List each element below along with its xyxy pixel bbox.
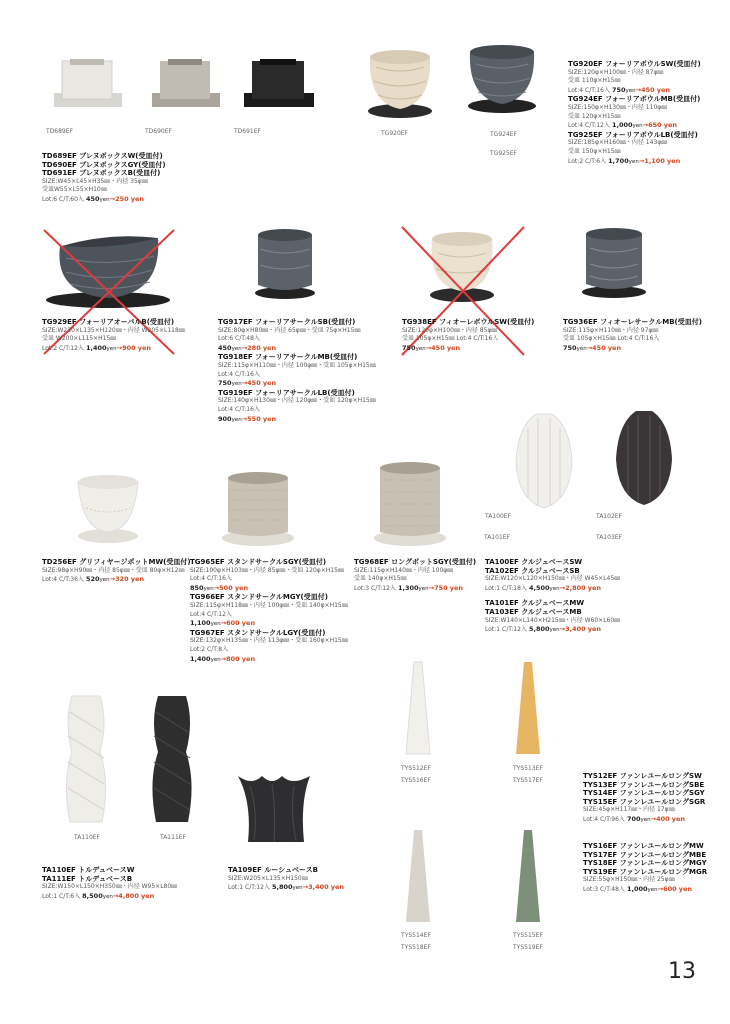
ta110-title: TA110EF トルデュベースW xyxy=(42,866,135,874)
yen-label: yen xyxy=(628,158,639,165)
td-old-price: 450 xyxy=(85,194,100,203)
tg968-title: TG968EF ロングポットSGY(受皿付) xyxy=(354,558,477,566)
arrow: → xyxy=(112,891,119,900)
yen-label: yen xyxy=(625,87,636,94)
tg917-circle-pot-image xyxy=(250,225,320,305)
tg938-saucer: 受皿 105φ×H15㎜ Lot:4 C/T:16入 xyxy=(402,335,499,343)
tys-medium-size: SIZE:55φ×H150㎜・内径 25φ㎜ xyxy=(583,876,675,884)
arrow: → xyxy=(116,343,123,352)
arrow: → xyxy=(559,583,566,592)
yen-label: yen xyxy=(130,575,145,584)
ta109-spec-block xyxy=(228,866,344,893)
tg925-old-price: 1,700 xyxy=(608,156,629,165)
tg925-title: TG925EF フォーリアボウルLB(受皿付) xyxy=(568,130,698,139)
yen-label: yen xyxy=(576,345,587,352)
tg924-title: TG924EF フォーリアボウルMB(受皿付) xyxy=(568,95,701,104)
arrow: → xyxy=(302,883,309,892)
td691-black-box-image xyxy=(240,55,320,115)
tg920-cream-bowl-image xyxy=(364,45,436,123)
tg918-new-price: 450 xyxy=(247,379,261,388)
ta109-old-price: 5,800 xyxy=(271,883,293,892)
tg965-title: TG965EF スタンドサークルSGY(受皿付) xyxy=(190,558,327,566)
td689-spec-block xyxy=(42,152,166,205)
tg938-old-price: 750 xyxy=(402,343,416,352)
arrow: → xyxy=(657,884,664,893)
td256-old-price: 520 xyxy=(85,575,100,584)
tg919-new-price: 550 xyxy=(247,414,261,423)
yen-label: yen xyxy=(231,416,242,423)
yen-label: yen xyxy=(231,381,242,388)
ta109-lot: Lot:1 C/T:12入 xyxy=(228,884,270,892)
tg936-size: SIZE:115φ×H110㎜・内径 97φ㎜ xyxy=(563,326,659,334)
caption-tys518: TYS518EF xyxy=(401,944,431,951)
tg917-title: TG917EF フォーリアサークルSB(受皿付) xyxy=(218,318,356,326)
td256-new-price: 320 xyxy=(115,575,129,584)
td-saucer: 受皿W55×L55×H10㎜ xyxy=(42,186,107,194)
yen-label: yen xyxy=(106,345,117,352)
tg929-spec-block xyxy=(42,318,185,353)
td256-spec-block xyxy=(42,558,191,585)
ta100-size: SIZE:W120×L120×H150㎜・内径 W45×L45㎜ xyxy=(485,575,621,583)
ta109-ruche-vase-image xyxy=(232,772,318,848)
tg929-saucer: 受皿 W200×L115×H15㎜ xyxy=(42,335,117,343)
tg938-new-price: 450 xyxy=(431,343,445,352)
ta100-title: TA100EF クルジュベースSW xyxy=(485,558,583,566)
tg929-lot: Lot:2 C/T:12入 xyxy=(42,344,84,352)
yen-label: yen xyxy=(415,345,426,352)
yen-label: yen xyxy=(632,123,643,130)
tys18-title: TYS18EF ファンレユールロングMGY xyxy=(583,859,707,868)
tys14-title: TYS14EF ファンレユールロングSGY xyxy=(583,789,705,798)
caption-ta100: TA100EF xyxy=(485,513,511,520)
yen-label: yen xyxy=(262,414,277,423)
tg925-new-price: 1,100 xyxy=(644,156,665,165)
ta109-size: SIZE:W205×L135×H150㎜ xyxy=(228,874,308,882)
tys16-title: TYS16EF ファンレユールロングMW xyxy=(583,842,704,850)
ta110-white-twist-vase-image xyxy=(60,692,112,828)
tg918-lot: Lot:4 C/T:16入 xyxy=(218,370,260,378)
arrow: → xyxy=(650,814,657,823)
ta111-black-twist-vase-image xyxy=(146,692,198,828)
td256-size: SIZE:98φ×H90㎜・内径 85φ㎜・受皿 80φ×H12㎜ xyxy=(42,566,185,574)
yen-label: yen xyxy=(666,156,681,165)
caption-td690: TD690EF xyxy=(145,128,172,135)
tg920-lot: Lot:4 C/T:16入 xyxy=(568,86,610,94)
yen-label: yen xyxy=(203,585,214,592)
tg965-size: SIZE:100φ×H103㎜・内径 85φ㎜・受皿 120φ×H15㎜ xyxy=(190,566,344,574)
caption-tys519: TYS519EF xyxy=(513,944,543,951)
caption-tys514: TYS514EF xyxy=(401,932,431,939)
yen-label: yen xyxy=(210,656,221,663)
tys-medium-old-price: 1,000 xyxy=(626,884,648,893)
tys15-title: TYS15EF ファンレユールロングSGR xyxy=(583,797,706,806)
yen-label: yen xyxy=(210,621,221,628)
caption-ta103: TA103EF xyxy=(596,534,622,541)
arrow: → xyxy=(428,583,435,592)
tg924-dark-bowl-image xyxy=(466,42,538,120)
tys19-title: TYS19EF ファンレユールロングMGR xyxy=(583,867,708,876)
tg924-old-price: 1,000 xyxy=(611,121,633,130)
tg924-lot: Lot:4 C/T:12入 xyxy=(568,122,610,130)
yen-label: yen xyxy=(449,583,464,592)
ta111-title: TA111EF トルデュベースB xyxy=(42,874,133,883)
ta102-black-vase-image xyxy=(608,405,680,509)
td690-title: TD690EF プレヌボックスGY(受皿付) xyxy=(42,160,166,169)
tg936-spec-block xyxy=(563,318,702,353)
tg967-new-price: 800 xyxy=(226,654,240,663)
tg938-title: TG938EF フィオーレボウルSW(受皿付) xyxy=(402,318,535,326)
tg929-new-price: 900 xyxy=(122,343,136,352)
arrow: → xyxy=(109,575,116,584)
tg936-old-price: 750 xyxy=(563,343,577,352)
tg968-saucer: 受皿 140φ×H15㎜ xyxy=(354,575,407,583)
yen-label: yen xyxy=(549,627,560,634)
page-number: 13 xyxy=(668,959,696,984)
arrow: → xyxy=(241,343,248,352)
tg918-old-price: 750 xyxy=(218,379,232,388)
arrow: → xyxy=(635,85,642,94)
arrow: → xyxy=(241,414,248,423)
tg966-old-price: 1,100 xyxy=(190,619,211,628)
ta100-lot: Lot:1 C/T:18入 xyxy=(485,584,527,592)
arrow: → xyxy=(586,343,593,352)
td-size: SIZE:W45×L45×H35㎜・内径 35φ㎜ xyxy=(42,177,148,185)
tg967-old-price: 1,400 xyxy=(190,654,211,663)
yen-label: yen xyxy=(640,816,651,823)
tg929-size: SIZE:W230×L135×H120㎜・内径 W205×L118㎜ xyxy=(42,326,185,334)
tg967-size: SIZE:132φ×H135㎜・内径 113φ㎜・受皿 160φ×H15㎜ xyxy=(190,637,348,645)
tg919-old-price: 900 xyxy=(218,414,232,423)
tg938-spec-block xyxy=(402,318,534,353)
tg920-title: TG920EF フォーリアボウルSW(受皿付) xyxy=(568,60,701,68)
tg965-spec-block xyxy=(190,558,348,664)
tys-medium-new-price: 600 xyxy=(663,884,677,893)
tg965-stand-circle-image xyxy=(218,468,300,550)
yen-label: yen xyxy=(587,625,602,634)
tg938-size: SIZE:120φ×H100㎜・内径 85φ㎜ xyxy=(402,326,498,334)
arrow: → xyxy=(559,625,566,634)
yen-label: yen xyxy=(99,196,110,203)
caption-ta102: TA102EF xyxy=(596,513,622,520)
caption-td691: TD691EF xyxy=(234,128,261,135)
td256-lot: Lot:4 C/T:36入 xyxy=(42,576,84,584)
tg936-new-price: 450 xyxy=(592,343,606,352)
ta103-title: TA103EF クルジュベースMB xyxy=(485,607,582,616)
tys-small-spec-block xyxy=(583,772,705,825)
caption-tys517: TYS517EF xyxy=(513,777,543,784)
arrow: → xyxy=(241,379,248,388)
caption-ta110: TA110EF xyxy=(74,834,100,841)
tg966-size: SIZE:115φ×H118㎜・内径 100φ㎜・受皿 140φ×H15㎜ xyxy=(190,601,348,609)
tg920-spec-block xyxy=(568,60,701,166)
tys512-white-vase-image xyxy=(398,658,438,758)
tg936-saucer: 受皿 105φ×H15㎜ Lot:4 C/T:16入 xyxy=(563,335,660,343)
arrow: → xyxy=(220,654,227,663)
td256-title: TD256EF グリフィヤージポットMW(受皿付) xyxy=(42,558,191,566)
arrow: → xyxy=(213,583,220,592)
yen-label: yen xyxy=(262,379,277,388)
yen-label: yen xyxy=(656,85,671,94)
yen-label: yen xyxy=(137,343,152,352)
tys-medium-lot: Lot:3 C/T:48入 xyxy=(583,885,625,893)
tg925-saucer: 受皿 150φ×H15㎜ xyxy=(568,147,621,155)
tg967-title: TG967EF スタンドサークルLGY(受皿付) xyxy=(190,628,326,637)
tg917-lot: Lot:6 C/T:48入 xyxy=(218,335,260,343)
tg965-new-price: 500 xyxy=(219,583,233,592)
tg968-spec-block xyxy=(354,558,476,593)
tys17-title: TYS17EF ファンレユールロングMBE xyxy=(583,850,707,859)
yen-label: yen xyxy=(231,345,242,352)
td689-title: TD689EF プレヌボックスW(受皿付) xyxy=(42,152,163,160)
tg918-title: TG918EF フォーリアサークルMB(受皿付) xyxy=(218,353,358,362)
arrow: → xyxy=(638,156,645,165)
arrow: → xyxy=(220,619,227,628)
tys13-title: TYS13EF ファンレユールロングSBE xyxy=(583,780,705,789)
yen-label: yen xyxy=(241,654,256,663)
tg965-old-price: 850 xyxy=(190,583,204,592)
tg966-title: TG966EF スタンドサークルMGY(受皿付) xyxy=(190,593,328,602)
ta101-lot: Lot:1 C/T:12入 xyxy=(485,626,527,634)
yen-label: yen xyxy=(234,583,249,592)
tg924-new-price: 650 xyxy=(648,121,662,130)
ta100-spec-block xyxy=(485,558,620,635)
yen-label: yen xyxy=(241,619,256,628)
tys514-grey-vase-image xyxy=(398,826,438,926)
ta110-size: SIZE:W150×L150×H350㎜・内径 W95×L80㎜ xyxy=(42,883,178,891)
tg918-size: SIZE:115φ×H110㎜・内径 100φ㎜・受皿 105φ×H15㎜ xyxy=(218,361,376,369)
ta101-size: SIZE:W140×L140×H215㎜・内径 W60×L60㎜ xyxy=(485,616,621,624)
tg919-size: SIZE:140φ×H130㎜・内径 120φ㎜・受皿 120φ×H15㎜ xyxy=(218,397,376,405)
arrow: → xyxy=(425,343,432,352)
arrow: → xyxy=(642,121,649,130)
tys12-title: TYS12EF ファンレユールロングSW xyxy=(583,772,702,780)
yen-label: yen xyxy=(671,814,686,823)
ta100-white-vase-image xyxy=(508,408,580,512)
yen-label: yen xyxy=(418,585,429,592)
tg919-lot: Lot:4 C/T:16入 xyxy=(218,405,260,413)
yen-label: yen xyxy=(292,885,303,892)
tg967-lot: Lot:2 C/T:8入 xyxy=(190,645,229,653)
td690-grey-box-image xyxy=(146,55,226,115)
tys-small-old-price: 700 xyxy=(626,814,641,823)
ta109-title: TA109EF ルーシュベースB xyxy=(228,866,318,874)
yen-label: yen xyxy=(587,583,602,592)
caption-tys516: TYS516EF xyxy=(401,777,431,784)
yen-label: yen xyxy=(262,343,277,352)
yen-label: yen xyxy=(549,585,560,592)
yen-label: yen xyxy=(446,343,461,352)
tys-medium-spec-block xyxy=(583,842,707,895)
caption-ta111: TA111EF xyxy=(160,834,186,841)
tg917-old-price: 450 xyxy=(218,343,232,352)
tg968-old-price: 1,300 xyxy=(397,583,419,592)
ta109-new-price: 3,400 xyxy=(308,883,329,892)
tg968-lot: Lot:3 C/T:12入 xyxy=(354,584,396,592)
ta101-title: TA101EF クルジュベースMW xyxy=(485,599,585,608)
caption-td689: TD689EF xyxy=(46,128,73,135)
arrow: → xyxy=(109,194,116,203)
ta100-old-price: 4,500 xyxy=(528,583,550,592)
ta110-old-price: 8,500 xyxy=(82,891,103,900)
tys-small-lot: Lot:4 C/T:96入 xyxy=(583,815,625,823)
yen-label: yen xyxy=(130,194,145,203)
tg917-spec-block xyxy=(218,318,376,424)
yen-label: yen xyxy=(330,883,345,892)
yen-label: yen xyxy=(102,893,113,900)
ta102-title: TA102EF クルジュベースSB xyxy=(485,566,580,575)
tg920-saucer: 受皿 110φ×H15㎜ xyxy=(568,77,621,85)
caption-tys515: TYS515EF xyxy=(513,932,543,939)
caption-tg925: TG925EF xyxy=(490,150,518,157)
caption-tys512: TYS512EF xyxy=(401,765,431,772)
caption-tg924: TG924EF xyxy=(490,131,518,138)
tg929-old-price: 1,400 xyxy=(85,343,107,352)
tg920-size: SIZE:120φ×H100㎜・内径 87φ㎜ xyxy=(568,68,664,76)
tg920-new-price: 450 xyxy=(641,85,655,94)
tg966-new-price: 600 xyxy=(226,619,240,628)
tg929-title: TG929EF フォーリアオーバルB(受皿付) xyxy=(42,318,175,326)
tg917-new-price: 280 xyxy=(247,343,261,352)
tg919-title: TG919EF フォーリアサークルLB(受皿付) xyxy=(218,388,355,397)
caption-tg920: TG920EF xyxy=(381,130,409,137)
ta110-spec-block xyxy=(42,866,177,901)
td689-white-box-image xyxy=(48,55,128,115)
tg968-size: SIZE:115φ×H140㎜・内径 100φ㎜ xyxy=(354,566,454,574)
ta110-new-price: 4,800 xyxy=(118,891,139,900)
yen-label: yen xyxy=(140,891,155,900)
ta101-new-price: 3,400 xyxy=(565,625,586,634)
yen-label: yen xyxy=(663,121,678,130)
tys-small-size: SIZE:45φ×H117㎜・内径 17φ㎜ xyxy=(583,806,675,814)
tg936-circle-pot-image xyxy=(578,222,650,302)
tg968-long-pot-image xyxy=(370,458,450,550)
tg925-size: SIZE:185φ×H160㎜・内径 143φ㎜ xyxy=(568,139,668,147)
tys-small-new-price: 400 xyxy=(656,814,670,823)
td691-title: TD691EF プレヌボックスB(受皿付) xyxy=(42,169,161,178)
td-new-price: 250 xyxy=(115,194,129,203)
tg936-title: TG936EF フィオーレサークルMB(受皿付) xyxy=(563,318,702,326)
ta101-old-price: 5,800 xyxy=(528,625,550,634)
tg917-size: SIZE:80φ×H80㎜・内径 65φ㎜・受皿 75φ×H15㎜ xyxy=(218,326,361,334)
ta110-lot: Lot:1 C/T:6入 xyxy=(42,892,81,900)
yen-label: yen xyxy=(607,343,622,352)
tg925-lot: Lot:2 C/T:6入 xyxy=(568,157,607,165)
tg924-size: SIZE:150φ×H130㎜・内径 110φ㎜ xyxy=(568,103,668,111)
tys513-beige-vase-image xyxy=(508,658,548,758)
yen-label: yen xyxy=(99,577,110,584)
td-lot: Lot:6 C/T:60入 xyxy=(42,195,84,203)
caption-tys513: TYS513EF xyxy=(513,765,543,772)
yen-label: yen xyxy=(647,886,658,893)
tg924-saucer: 受皿 120φ×H15㎜ xyxy=(568,112,621,120)
tg920-old-price: 750 xyxy=(611,85,626,94)
td256-cup-image xyxy=(72,470,144,546)
yen-label: yen xyxy=(678,884,693,893)
ta100-new-price: 2,800 xyxy=(565,583,586,592)
tg966-lot: Lot:4 C/T:12入 xyxy=(190,610,232,618)
tys515-green-vase-image xyxy=(508,826,548,926)
tg968-new-price: 750 xyxy=(434,583,448,592)
tg965-lot: Lot:4 C/T:16入 xyxy=(190,575,232,583)
caption-ta101: TA101EF xyxy=(484,534,510,541)
